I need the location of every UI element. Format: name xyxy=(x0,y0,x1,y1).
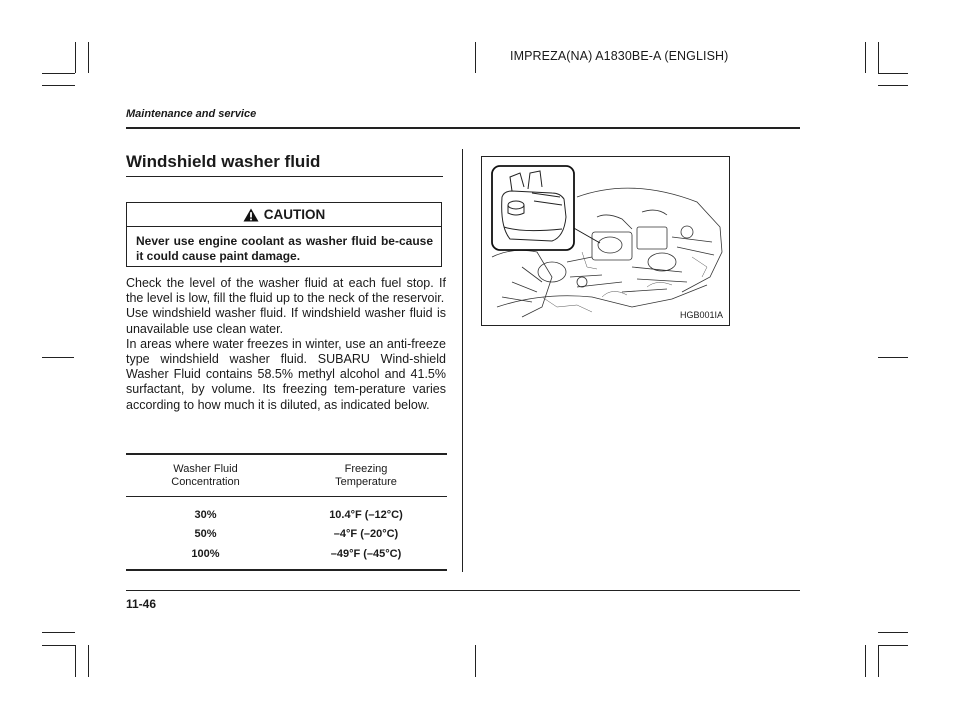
concentration-cell: 100% xyxy=(191,547,220,560)
table-row xyxy=(126,525,447,545)
section-title: Maintenance and service xyxy=(126,108,257,120)
crop-mark xyxy=(878,357,908,358)
table-row xyxy=(126,505,447,525)
crop-mark xyxy=(88,42,89,73)
caution-header xyxy=(127,203,441,227)
temperature-cell: –4°F (–20°C) xyxy=(333,528,399,541)
concentration-cell: 30% xyxy=(194,508,217,521)
warning-triangle-icon xyxy=(243,208,259,222)
header-rule xyxy=(126,127,800,129)
crop-mark xyxy=(878,85,908,86)
temperature-cell: 10.4°F (–12°C) xyxy=(329,508,403,521)
column-header-temperature: Freezing Temperature xyxy=(335,462,397,488)
crop-mark xyxy=(865,42,866,73)
table-row xyxy=(126,544,447,564)
table-body xyxy=(126,497,447,569)
crop-mark xyxy=(75,645,76,677)
crop-mark xyxy=(75,42,76,73)
caution-text: Never use engine coolant as washer fluid be-cause it could cause paint damage. xyxy=(136,234,433,263)
column-header-concentration: Washer Fluid Concentration xyxy=(171,462,240,488)
crop-mark xyxy=(42,85,75,86)
crop-mark xyxy=(42,357,74,358)
crop-mark xyxy=(878,632,908,633)
body-text xyxy=(126,276,446,413)
footer-rule xyxy=(126,590,800,591)
title-underline xyxy=(126,176,443,177)
crop-mark xyxy=(475,645,476,677)
crop-mark xyxy=(878,73,908,74)
concentration-cell: 50% xyxy=(194,528,217,541)
crop-mark xyxy=(88,645,89,677)
crop-mark xyxy=(42,632,75,633)
caution-label: CAUTION xyxy=(263,207,326,222)
page-title: Windshield washer fluid xyxy=(126,152,321,171)
crop-mark xyxy=(42,645,75,646)
temperature-cell: –49°F (–45°C) xyxy=(330,547,402,560)
crop-mark xyxy=(475,42,476,73)
column-divider xyxy=(462,149,463,572)
caution-box xyxy=(126,202,442,267)
paragraph: Use windshield washer fluid. If windshield washer fluid is unavailable use clean water. xyxy=(126,306,446,336)
document-id: IMPREZA(NA) A1830BE-A (ENGLISH) xyxy=(510,49,729,63)
crop-mark xyxy=(878,645,879,677)
crop-mark xyxy=(42,73,75,74)
engine-bay-illustration xyxy=(481,156,730,326)
paragraph: In areas where water freezes in winter, use an anti-freeze type windshield washer fluid. SUBARU Wind-shield Washer Fluid contains 58.5% methyl alcohol and 41.5% surfactant, by volume. Its freezing tem-perature varies according to how much it is diluted, as indicated below. xyxy=(126,336,446,412)
crop-mark xyxy=(865,645,866,677)
page-number: 11-46 xyxy=(126,597,157,611)
figure-code: HGB001IA xyxy=(680,310,724,320)
crop-mark xyxy=(878,645,908,646)
freezing-table xyxy=(126,453,447,571)
engine-bay-drawing xyxy=(482,157,729,325)
table-header xyxy=(126,455,447,496)
paragraph: Check the level of the washer fluid at each fuel stop. If the level is low, fill the fluid up to the neck of the reservoir. xyxy=(126,276,446,306)
table-rule xyxy=(126,569,447,571)
crop-mark xyxy=(878,42,879,73)
